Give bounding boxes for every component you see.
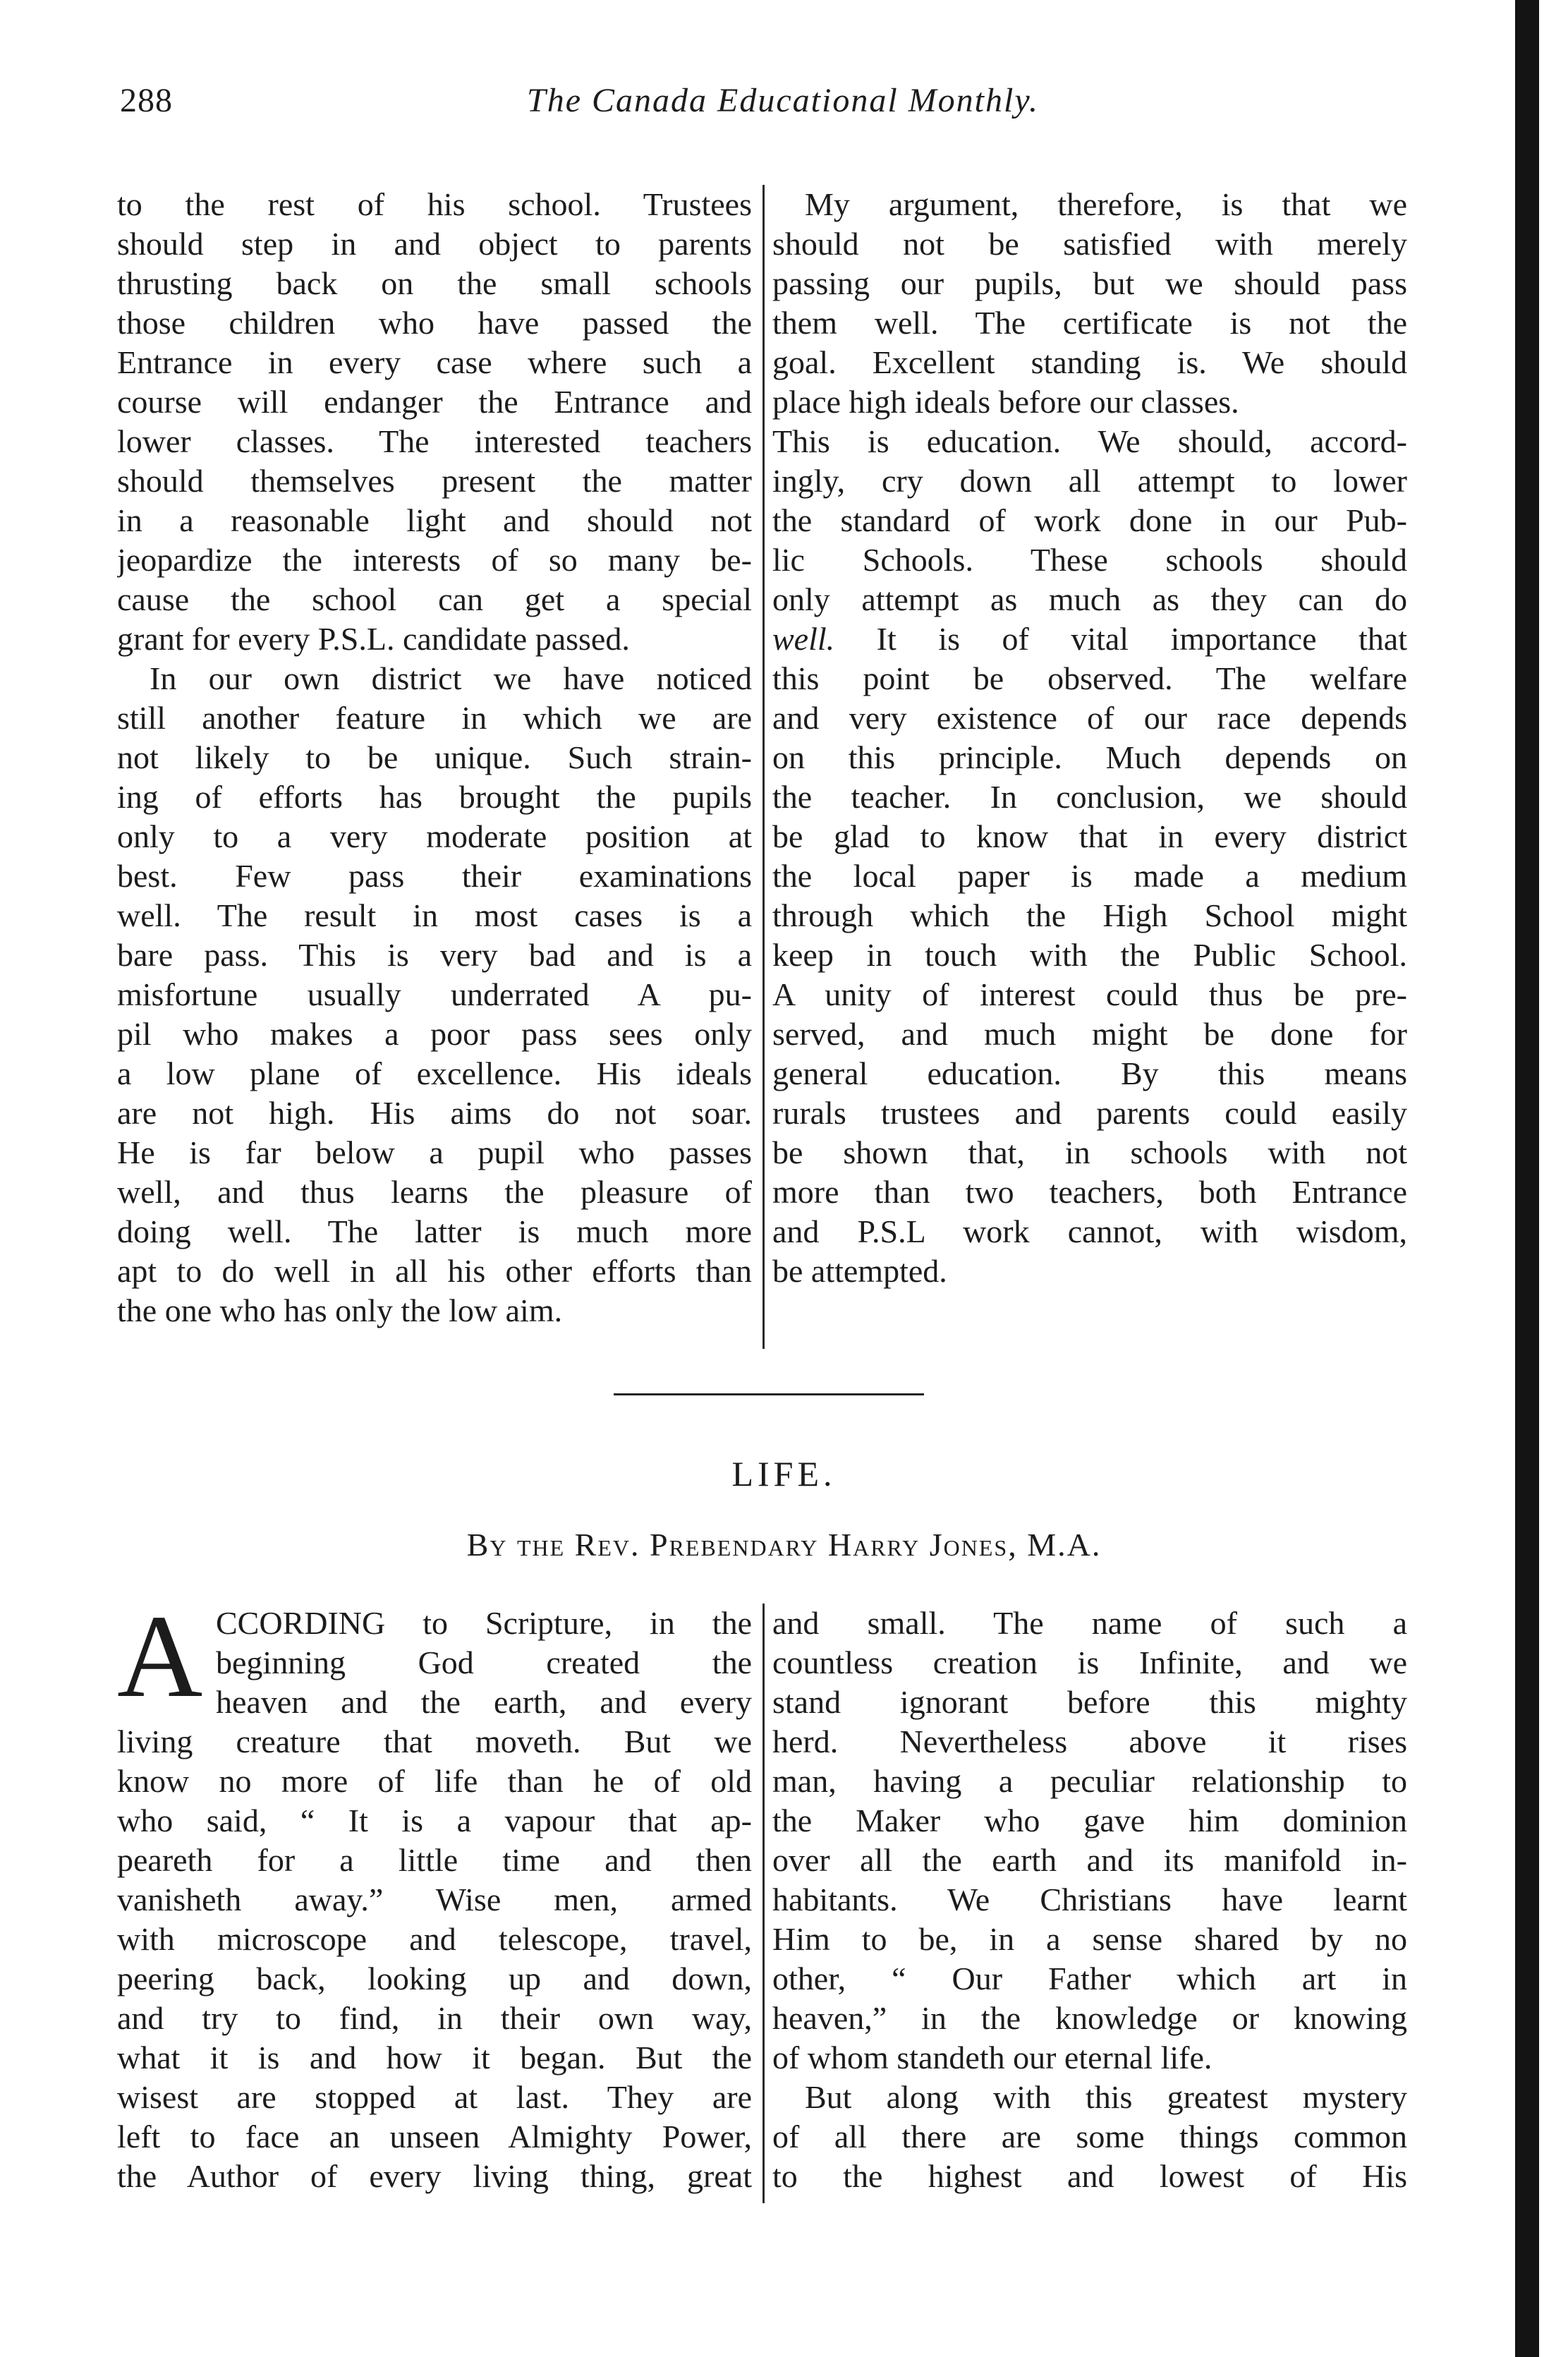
text-line: left to face an unseen Almighty Power, bbox=[117, 2119, 752, 2155]
text-line: be glad to know that in every district bbox=[772, 818, 1407, 854]
text-line: over all the earth and its manifold in- bbox=[772, 1842, 1407, 1878]
text-line: and P.S.L work cannot, with wisdom, bbox=[772, 1213, 1407, 1249]
text-line: He is far below a pupil who passes bbox=[117, 1134, 752, 1170]
text-line: peering back, looking up and down, bbox=[117, 1961, 752, 1997]
text-line: be attempted. bbox=[772, 1253, 947, 1289]
text-line: more than two teachers, both Entrance bbox=[772, 1174, 1407, 1210]
text-line: be shown that, in schools with not bbox=[772, 1134, 1407, 1170]
text-line: bare pass. This is very bad and is a bbox=[117, 937, 752, 973]
text-line: well. It is of vital importance that bbox=[772, 621, 1407, 657]
text-line: through which the High School might bbox=[772, 897, 1407, 933]
text-line: habitants. We Christians have learnt bbox=[772, 1882, 1407, 1917]
text-line: well. The result in most cases is a bbox=[117, 897, 752, 933]
text-line: heaven,” in the knowledge or knowing bbox=[772, 2000, 1407, 2036]
text-line: wisest are stopped at last. They are bbox=[117, 2079, 752, 2115]
text-line: My argument, therefore, is that we bbox=[805, 186, 1407, 222]
lower-right-column bbox=[772, 1604, 1407, 2196]
text-line: rurals trustees and parents could easily bbox=[772, 1095, 1407, 1131]
text-line: Entrance in every case where such a bbox=[117, 344, 752, 380]
text-line: ingly, cry down all attempt to lower bbox=[772, 463, 1407, 499]
text-line: herd. Nevertheless above it rises bbox=[772, 1723, 1407, 1759]
text-line: served, and much might be done for bbox=[772, 1016, 1407, 1052]
text-line: This is education. We should, accord- bbox=[772, 423, 1407, 459]
text-line: in a reasonable light and should not bbox=[117, 502, 752, 538]
text-line: heaven and the earth, and every bbox=[216, 1684, 752, 1720]
page-header bbox=[120, 81, 1418, 138]
text-line: still another feature in which we are bbox=[117, 700, 752, 736]
text-line: goal. Excellent standing is. We should bbox=[772, 344, 1407, 380]
text-line: pil who makes a poor pass sees only bbox=[117, 1016, 752, 1052]
column-rule bbox=[762, 185, 765, 1349]
text-line: cause the school can get a special bbox=[117, 581, 752, 617]
text-line: to the highest and lowest of His bbox=[772, 2158, 1407, 2194]
text-line: only to a very moderate position at bbox=[117, 818, 752, 854]
text-line: and very existence of our race depends bbox=[772, 700, 1407, 736]
text-line: living creature that moveth. But we bbox=[117, 1723, 752, 1759]
text-line: a low plane of excellence. His ideals bbox=[117, 1055, 752, 1091]
text-line: on this principle. Much depends on bbox=[772, 739, 1407, 775]
text-line: who said, “ It is a vapour that ap- bbox=[117, 1802, 752, 1838]
text-line: of all there are some things common bbox=[772, 2119, 1407, 2155]
text-line: lower classes. The interested teachers bbox=[117, 423, 752, 459]
column-rule bbox=[762, 1604, 765, 2203]
text-line: are not high. His aims do not soar. bbox=[117, 1095, 752, 1131]
text-line: those children who have passed the bbox=[117, 305, 752, 341]
upper-left-column bbox=[117, 185, 752, 1331]
text-line: course will endanger the Entrance and bbox=[117, 384, 752, 420]
text-line: grant for every P.S.L. candidate passed. bbox=[117, 621, 630, 657]
text-line: beginning God created the bbox=[216, 1644, 752, 1680]
text-line: passing our pupils, but we should pass bbox=[772, 265, 1407, 301]
page-number: 288 bbox=[120, 82, 173, 119]
text-line: other, “ Our Father which art in bbox=[772, 1961, 1407, 1997]
text-line: But along with this greatest mystery bbox=[805, 2079, 1407, 2115]
text-line: well, and thus learns the pleasure of bbox=[117, 1174, 752, 1210]
text-line: doing well. The latter is much more bbox=[117, 1213, 752, 1249]
text-line: thrusting back on the small schools bbox=[117, 265, 752, 301]
text-line: with microscope and telescope, travel, bbox=[117, 1921, 752, 1957]
text-line: vanisheth away.” Wise men, armed bbox=[117, 1882, 752, 1917]
drop-cap: A bbox=[117, 1591, 203, 1722]
text-line: lic Schools. These schools should bbox=[772, 542, 1407, 578]
text-line: countless creation is Infinite, and we bbox=[772, 1644, 1407, 1680]
text-line: should themselves present the matter bbox=[117, 463, 752, 499]
text-line: what it is and how it began. But the bbox=[117, 2040, 752, 2076]
text-line: the local paper is made a medium bbox=[772, 858, 1407, 894]
text-line: Him to be, in a sense shared by no bbox=[772, 1921, 1407, 1957]
text-line: place high ideals before our classes. bbox=[772, 384, 1239, 420]
text-line: the standard of work done in our Pub- bbox=[772, 502, 1407, 538]
text-line: and try to find, in their own way, bbox=[117, 2000, 752, 2036]
text-line: ing of efforts has brought the pupils bbox=[117, 779, 752, 815]
article-title: LIFE. bbox=[731, 1454, 837, 1493]
text-line: apt to do well in all his other efforts than bbox=[117, 1253, 752, 1289]
article-byline: By the Rev. Prebendary Harry Jones, M.A. bbox=[466, 1527, 1102, 1563]
text-line: misfortune usually underrated A pu- bbox=[117, 976, 752, 1012]
text-line: know no more of life than he of old bbox=[117, 1763, 752, 1799]
lower-left-column bbox=[117, 1591, 752, 2196]
text-line: peareth for a little time and then bbox=[117, 1842, 752, 1878]
text-line: stand ignorant before this mighty bbox=[772, 1684, 1407, 1720]
text-line: only attempt as much as they can do bbox=[772, 581, 1407, 617]
text-line: to the rest of his school. Trustees bbox=[117, 186, 752, 222]
text-line: CCORDING to Scripture, in the bbox=[216, 1605, 752, 1641]
text-line: the one who has only the low aim. bbox=[117, 1292, 563, 1328]
text-line: general education. By this means bbox=[772, 1055, 1407, 1091]
text-line: not likely to be unique. Such strain- bbox=[117, 739, 752, 775]
scan-edge-bar bbox=[1515, 0, 1539, 2357]
text-line: of whom standeth our eternal life. bbox=[772, 2040, 1213, 2076]
text-line: In our own district we have noticed bbox=[150, 660, 752, 696]
text-line: them well. The certificate is not the bbox=[772, 305, 1407, 341]
text-line: the Author of every living thing, great bbox=[117, 2158, 752, 2194]
text-line: the teacher. In conclusion, we should bbox=[772, 779, 1407, 815]
text-line: the Maker who gave him dominion bbox=[772, 1802, 1407, 1838]
text-line: should not be satisfied with merely bbox=[772, 226, 1407, 262]
text-line: best. Few pass their examinations bbox=[117, 858, 752, 894]
text-line: keep in touch with the Public School. bbox=[772, 937, 1407, 973]
text-line: should step in and object to parents bbox=[117, 226, 752, 262]
text-line: and small. The name of such a bbox=[772, 1605, 1407, 1641]
text-line: this point be observed. The welfare bbox=[772, 660, 1407, 696]
text-line: man, having a peculiar relationship to bbox=[772, 1763, 1407, 1799]
section-separator bbox=[614, 1393, 924, 1395]
text-line: A unity of interest could thus be pre- bbox=[772, 976, 1407, 1012]
text-line: jeopardize the interests of so many be- bbox=[117, 542, 752, 578]
running-title: The Canada Educational Monthly. bbox=[527, 82, 1039, 119]
upper-right-column bbox=[772, 185, 1407, 1291]
